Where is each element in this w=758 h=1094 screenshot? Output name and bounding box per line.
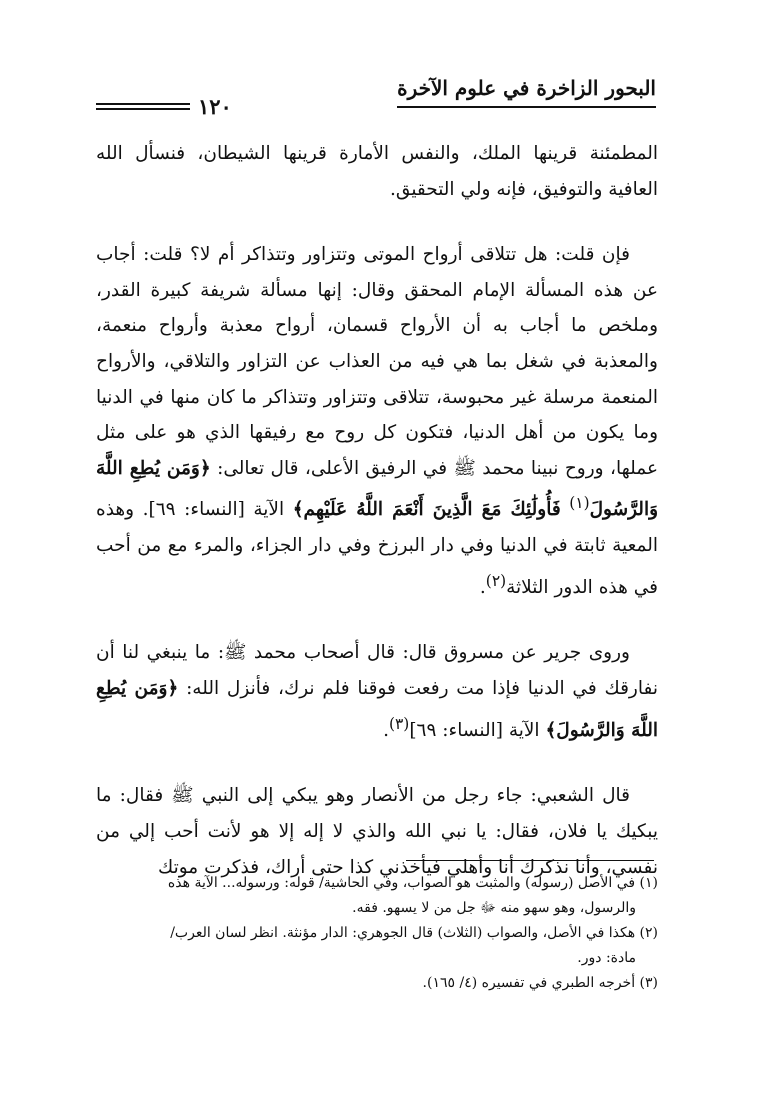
footnote-separator — [406, 860, 654, 861]
footnote-1: (١) في الأصل (رسوله) والمثبت هو الصواب، وفي الحاشية/ قوله: ورسوله... الآية هذه — [167, 875, 658, 891]
quran-verse-1b: فَأُولَٰئِكَ مَعَ الَّذِينَ أَنْعَمَ اللَّهُ عَلَيْهِم﴾ — [292, 499, 561, 521]
paragraph-3-text-b: الآية [النساء: ٦٩] — [409, 719, 540, 741]
footnote-ref-1: (١) — [569, 494, 590, 513]
footnote-1-continued: والرسول، وهو سهو منه ﷻ جل من لا يسهو. فقه. — [352, 900, 636, 916]
paragraph-3 — [96, 635, 658, 748]
footnote-2: (٢) هكذا في الأصل، والصواب (الثلاث) قال الجوهري: الدار مؤنثة. انظر لسان العرب/ — [170, 925, 658, 941]
paragraph-3-text-a: وروى جرير عن مسروق قال: قال أصحاب محمد ﷺ: ما ينبغي لنا أن نفارقك في الدنيا فإذا مت رفعت فوقنا فلم نرك، فأنزل الله: — [96, 642, 658, 700]
paragraph-2-end: . — [479, 576, 486, 598]
paragraph-4: قال الشعبي: جاء رجل من الأنصار وهو يبكي إلى النبي ﷺ فقال: ما يبكيك يا فلان، فقال: يا نبي الله والذي لا إله إلا هو لأنت أحب إلي من نفسي، وأنا نذكرك أنا وأهلي فيأخذني كذا حتى أراك، فذكرت موتك — [96, 785, 658, 878]
page-number-block — [96, 94, 232, 119]
page-header — [96, 72, 656, 124]
paragraph-1: المطمئنة قرينها الملك، والنفس الأمارة قرينها الشيطان، فنسأل الله العافية والتوفيق، فإنه ولي التحقيق. — [96, 143, 658, 200]
paragraph-3-end: . — [383, 719, 389, 741]
paragraph-2-text-b: الآية [النساء: ٦٩]. وهذه المعية ثابتة في الدنيا وفي دار البرزخ وفي دار الجزاء، والمرء مع من أحب في هذه الدور الثلاثة — [96, 499, 658, 598]
page-number: ١٢٠ — [198, 94, 232, 119]
body-text — [96, 136, 658, 885]
paragraph-2-text-a: فإن قلت: هل تتلاقى أرواح الموتى وتتزاور وتتذاكر أم لا؟ قلت: أجاب عن هذه المسألة الإمام المحقق وقال: إنها مسألة شريفة كبيرة القدر، وملخص ما أجاب به أن الأرواح قسمان، أرواح معذبة وأرواح منعمة، والمعذبة في شغل بما هي فيه من العذاب عن التزاور والتلاقي، والأرواح المنعمة مرسلة غير محبوسة، تتلاقى وتتزاور وتتذاكر ما كان منها في الدنيا وما يكون من أهل الدنيا، فتكون كل روح مع رفيقها الذي هو على مثل عملها، وروح نبينا محمد ﷺ في الرفيق الأعلى، قال تعالى: — [96, 244, 659, 479]
quran-verse-2: ﴿وَمَن يُطِعِ اللَّهَ وَالرَّسُولَ﴾ — [96, 678, 658, 741]
footnote-ref-2: (٢) — [485, 571, 507, 590]
footnote-3: (٣) أخرجه الطبري في تفسيره (٤/ ١٦٥). — [422, 975, 658, 991]
quran-verse-1a: ﴿وَمَن يُطِعِ اللَّهَ وَالرَّسُولَ — [96, 457, 659, 521]
footnote-2-continued: مادة: دور. — [577, 950, 636, 966]
paragraph-2 — [96, 237, 658, 605]
footnote-ref-3: (٣) — [389, 714, 410, 733]
header-double-rule — [96, 100, 190, 113]
footnotes — [96, 872, 658, 997]
running-title: البحور الزاخرة في علوم الآخرة — [397, 76, 656, 108]
